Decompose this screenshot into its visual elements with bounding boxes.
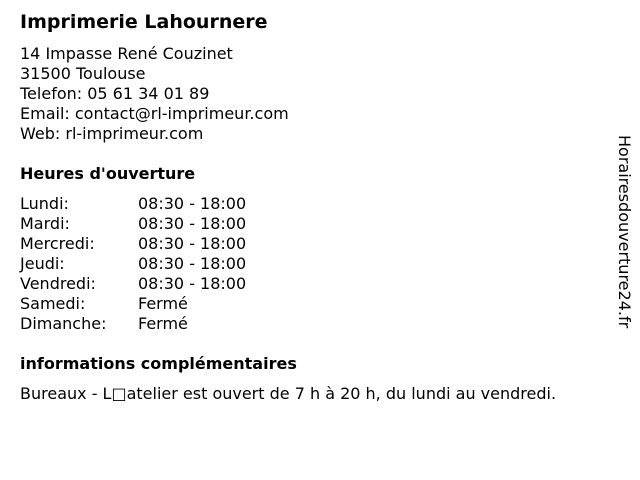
info-text: Bureaux - L□atelier est ouvert de 7 h à 20 h, du lundi au vendredi.: [20, 384, 557, 403]
day-label: Lundi:: [20, 194, 69, 213]
time-value: 08:30 - 18:00: [138, 194, 247, 213]
time-value: 08:30 - 18:00: [138, 274, 247, 293]
watermark: [612, 135, 634, 371]
hours-row-saturday: [20, 294, 320, 314]
address-city: 31500 Toulouse: [20, 64, 146, 83]
hours-row-wednesday: [20, 234, 320, 254]
day-label: Mercredi:: [20, 234, 95, 253]
watermark-text: Horairesdouverture24.fr: [615, 135, 634, 329]
address-street: 14 Impasse René Couzinet: [20, 44, 233, 63]
time-value: 08:30 - 18:00: [138, 234, 247, 253]
day-label: Jeudi:: [20, 254, 65, 273]
address-block: [20, 44, 289, 144]
day-label: Mardi:: [20, 214, 70, 233]
time-value: 08:30 - 18:00: [138, 254, 247, 273]
hours-heading: Heures d'ouverture: [20, 164, 196, 183]
time-value: Fermé: [138, 314, 188, 333]
hours-row-sunday: [20, 314, 320, 334]
hours-table: [20, 194, 320, 334]
day-label: Vendredi:: [20, 274, 96, 293]
hours-row-tuesday: [20, 214, 320, 234]
hours-row-monday: [20, 194, 320, 214]
day-label: Dimanche:: [20, 314, 107, 333]
time-value: Fermé: [138, 294, 188, 313]
business-name: Imprimerie Lahournere: [20, 11, 268, 33]
hours-row-friday: [20, 274, 320, 294]
time-value: 08:30 - 18:00: [138, 214, 247, 233]
info-heading: informations complémentaires: [20, 354, 297, 373]
hours-row-thursday: [20, 254, 320, 274]
email-line: Email: contact@rl-imprimeur.com: [20, 104, 289, 123]
phone-line: Telefon: 05 61 34 01 89: [20, 84, 210, 103]
day-label: Samedi:: [20, 294, 86, 313]
web-line: Web: rl-imprimeur.com: [20, 124, 204, 143]
